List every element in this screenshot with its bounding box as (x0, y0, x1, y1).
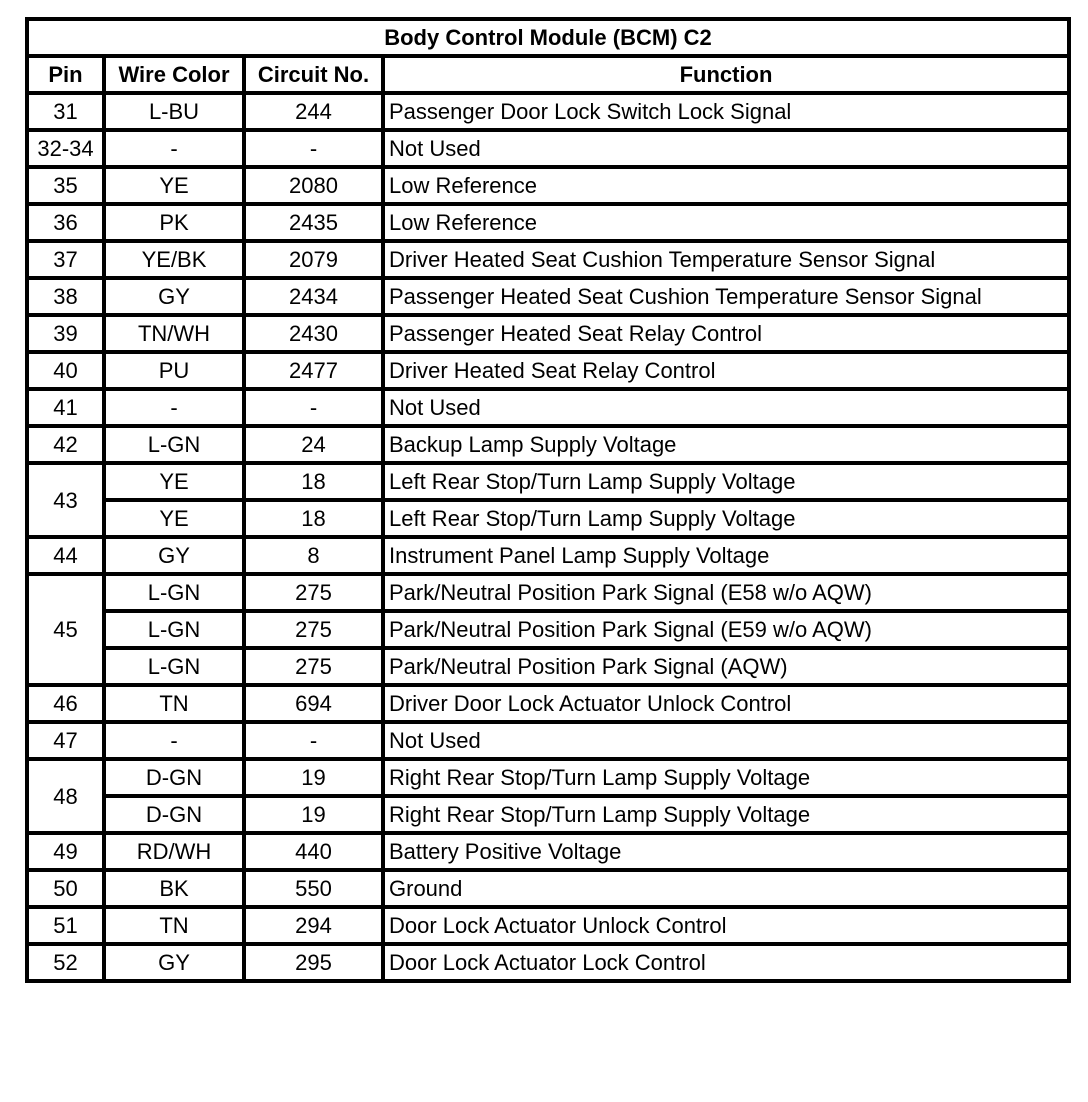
cell-function: Right Rear Stop/Turn Lamp Supply Voltage (383, 759, 1069, 796)
cell-function: Passenger Heated Seat Cushion Temperature Sensor Signal (383, 278, 1069, 315)
cell-circuit-no: 2430 (244, 315, 383, 352)
cell-pin: 45 (27, 574, 104, 685)
title-row (27, 19, 1069, 56)
cell-wire-color: TN/WH (104, 315, 244, 352)
cell-wire-color: D-GN (104, 796, 244, 833)
cell-pin: 37 (27, 241, 104, 278)
cell-function: Park/Neutral Position Park Signal (E59 w/o AQW) (383, 611, 1069, 648)
cell-function: Low Reference (383, 167, 1069, 204)
cell-pin: 49 (27, 833, 104, 870)
cell-wire-color: YE (104, 167, 244, 204)
table-row (27, 907, 1069, 944)
cell-function: Not Used (383, 722, 1069, 759)
cell-circuit-no: 2079 (244, 241, 383, 278)
cell-wire-color: TN (104, 907, 244, 944)
cell-circuit-no: 694 (244, 685, 383, 722)
cell-wire-color: - (104, 722, 244, 759)
table-title: Body Control Module (BCM) C2 (27, 19, 1069, 56)
cell-wire-color: GY (104, 537, 244, 574)
cell-function: Door Lock Actuator Unlock Control (383, 907, 1069, 944)
cell-pin: 46 (27, 685, 104, 722)
cell-circuit-no: 24 (244, 426, 383, 463)
cell-function: Park/Neutral Position Park Signal (E58 w/o AQW) (383, 574, 1069, 611)
cell-pin: 47 (27, 722, 104, 759)
cell-wire-color: GY (104, 944, 244, 981)
table-row (27, 944, 1069, 981)
table-row (27, 537, 1069, 574)
cell-pin: 42 (27, 426, 104, 463)
cell-function: Driver Door Lock Actuator Unlock Control (383, 685, 1069, 722)
table-row (27, 167, 1069, 204)
cell-pin: 52 (27, 944, 104, 981)
cell-wire-color: GY (104, 278, 244, 315)
table-row (27, 315, 1069, 352)
table-row (27, 130, 1069, 167)
cell-pin: 31 (27, 93, 104, 130)
cell-circuit-no: 244 (244, 93, 383, 130)
cell-wire-color: - (104, 389, 244, 426)
cell-pin: 50 (27, 870, 104, 907)
table-row (27, 574, 1069, 611)
cell-function: Driver Heated Seat Cushion Temperature Sensor Signal (383, 241, 1069, 278)
table-row (27, 759, 1069, 796)
cell-function: Ground (383, 870, 1069, 907)
table-row (27, 500, 1069, 537)
header-function: Function (383, 56, 1069, 93)
header-circuit-no: Circuit No. (244, 56, 383, 93)
cell-circuit-no: - (244, 130, 383, 167)
cell-pin: 48 (27, 759, 104, 833)
cell-wire-color: YE/BK (104, 241, 244, 278)
pinout-table (25, 17, 1071, 983)
cell-function: Passenger Heated Seat Relay Control (383, 315, 1069, 352)
cell-function: Not Used (383, 130, 1069, 167)
table-row (27, 796, 1069, 833)
table-row (27, 352, 1069, 389)
header-wire-color: Wire Color (104, 56, 244, 93)
cell-circuit-no: 18 (244, 463, 383, 500)
table-row (27, 648, 1069, 685)
cell-function: Door Lock Actuator Lock Control (383, 944, 1069, 981)
cell-circuit-no: 440 (244, 833, 383, 870)
cell-wire-color: TN (104, 685, 244, 722)
cell-wire-color: L-GN (104, 426, 244, 463)
cell-pin: 35 (27, 167, 104, 204)
table-row (27, 426, 1069, 463)
cell-pin: 43 (27, 463, 104, 537)
cell-wire-color: YE (104, 463, 244, 500)
cell-function: Passenger Door Lock Switch Lock Signal (383, 93, 1069, 130)
table-row (27, 611, 1069, 648)
table-row (27, 685, 1069, 722)
cell-function: Right Rear Stop/Turn Lamp Supply Voltage (383, 796, 1069, 833)
cell-function: Driver Heated Seat Relay Control (383, 352, 1069, 389)
cell-function: Not Used (383, 389, 1069, 426)
cell-pin: 40 (27, 352, 104, 389)
cell-wire-color: PU (104, 352, 244, 389)
cell-pin: 39 (27, 315, 104, 352)
cell-function: Left Rear Stop/Turn Lamp Supply Voltage (383, 500, 1069, 537)
table-row (27, 833, 1069, 870)
cell-circuit-no: 2477 (244, 352, 383, 389)
cell-wire-color: YE (104, 500, 244, 537)
cell-circuit-no: 275 (244, 611, 383, 648)
cell-pin: 51 (27, 907, 104, 944)
cell-circuit-no: 18 (244, 500, 383, 537)
cell-circuit-no: - (244, 389, 383, 426)
cell-circuit-no: 275 (244, 574, 383, 611)
cell-circuit-no: 275 (244, 648, 383, 685)
cell-function: Low Reference (383, 204, 1069, 241)
cell-circuit-no: - (244, 722, 383, 759)
cell-function: Left Rear Stop/Turn Lamp Supply Voltage (383, 463, 1069, 500)
table-row (27, 93, 1069, 130)
cell-wire-color: BK (104, 870, 244, 907)
cell-circuit-no: 2435 (244, 204, 383, 241)
table-row (27, 463, 1069, 500)
table-row (27, 241, 1069, 278)
cell-pin: 41 (27, 389, 104, 426)
table-row (27, 278, 1069, 315)
header-pin: Pin (27, 56, 104, 93)
cell-wire-color: L-GN (104, 574, 244, 611)
cell-function: Park/Neutral Position Park Signal (AQW) (383, 648, 1069, 685)
cell-function: Battery Positive Voltage (383, 833, 1069, 870)
cell-pin: 36 (27, 204, 104, 241)
cell-wire-color: L-GN (104, 648, 244, 685)
cell-function: Instrument Panel Lamp Supply Voltage (383, 537, 1069, 574)
cell-wire-color: - (104, 130, 244, 167)
cell-circuit-no: 2434 (244, 278, 383, 315)
cell-pin: 32-34 (27, 130, 104, 167)
cell-circuit-no: 2080 (244, 167, 383, 204)
cell-circuit-no: 295 (244, 944, 383, 981)
cell-wire-color: PK (104, 204, 244, 241)
cell-wire-color: L-GN (104, 611, 244, 648)
cell-pin: 44 (27, 537, 104, 574)
cell-wire-color: D-GN (104, 759, 244, 796)
cell-wire-color: RD/WH (104, 833, 244, 870)
cell-circuit-no: 8 (244, 537, 383, 574)
table-row (27, 389, 1069, 426)
cell-wire-color: L-BU (104, 93, 244, 130)
table-row (27, 870, 1069, 907)
cell-pin: 38 (27, 278, 104, 315)
cell-circuit-no: 294 (244, 907, 383, 944)
cell-circuit-no: 19 (244, 796, 383, 833)
table-body (27, 93, 1069, 981)
cell-circuit-no: 550 (244, 870, 383, 907)
table-row (27, 722, 1069, 759)
cell-function: Backup Lamp Supply Voltage (383, 426, 1069, 463)
cell-circuit-no: 19 (244, 759, 383, 796)
header-row (27, 56, 1069, 93)
table-row (27, 204, 1069, 241)
